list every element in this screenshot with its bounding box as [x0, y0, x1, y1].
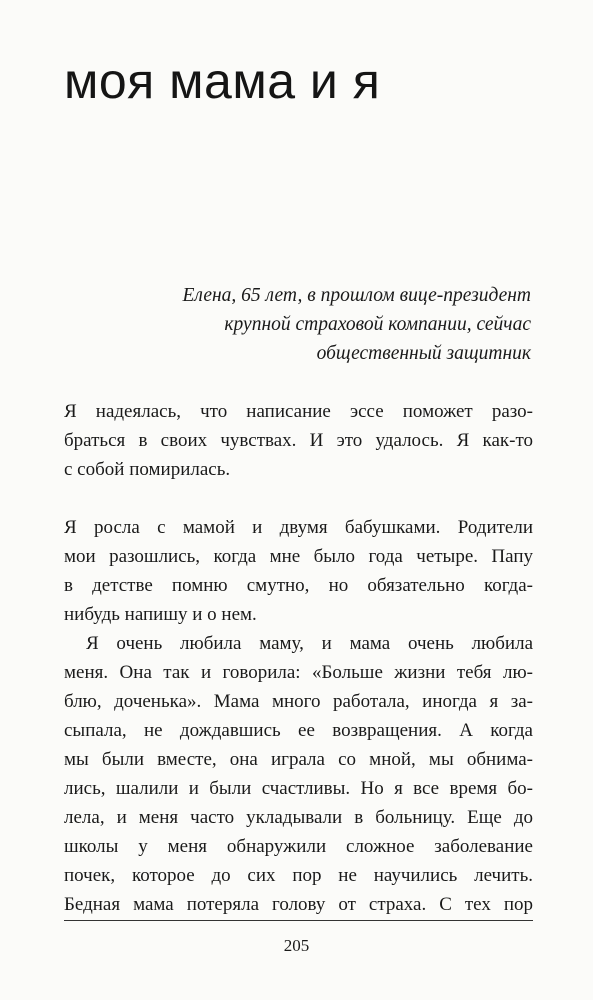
text-line: почек, которое до сих пор не научились лечить.: [64, 865, 533, 886]
text-line: блю, доченька». Мама много работала, иногда я за-: [64, 691, 533, 712]
epigraph: [111, 281, 531, 368]
text-line: с собой помирилась.: [64, 459, 231, 480]
chapter-title: моя мама и я: [64, 53, 381, 109]
epigraph-line: общественный защитник: [316, 343, 531, 364]
text-line: нибудь напишу и о нем.: [64, 604, 257, 625]
epigraph-line: крупной страховой компании, сейчас: [224, 314, 531, 335]
paragraph: [64, 397, 533, 484]
text-line: Я надеялась, что написание эссе поможет разо-: [64, 401, 533, 422]
text-line: мои разошлись, когда мне было года четыре. Папу: [64, 546, 533, 567]
text-line: лись, шалили и были счастливы. Но я все время бо-: [64, 778, 533, 799]
text-line: Я росла с мамой и двумя бабушками. Родители: [64, 517, 533, 538]
text-line: сыпала, не дождавшись ее возвращения. А когда: [64, 720, 533, 741]
epigraph-line: Елена, 65 лет, в прошлом вице-президент: [182, 285, 531, 306]
text-line: меня. Она так и говорила: «Больше жизни тебя лю-: [64, 662, 533, 683]
text-line: школы у меня обнаружили сложное заболевание: [64, 836, 533, 857]
text-line: лела, и меня часто укладывали в больницу. Еще до: [64, 807, 533, 828]
text-line: браться в своих чувствах. И это удалось. Я как-то: [64, 430, 533, 451]
text-line: Бедная мама потеряла голову от страха. С тех пор: [64, 894, 533, 915]
text-line: Я очень любила маму, и мама очень любила: [86, 633, 533, 654]
paragraph: [64, 513, 533, 629]
body-text: [64, 397, 533, 919]
text-line: мы были вместе, она играла со мной, мы обнима-: [64, 749, 533, 770]
page-number: 205: [283, 936, 310, 955]
footer-divider: [64, 920, 533, 921]
text-line: в детстве помню смутно, но обязательно когда-: [64, 575, 533, 596]
paragraph: [64, 629, 533, 919]
